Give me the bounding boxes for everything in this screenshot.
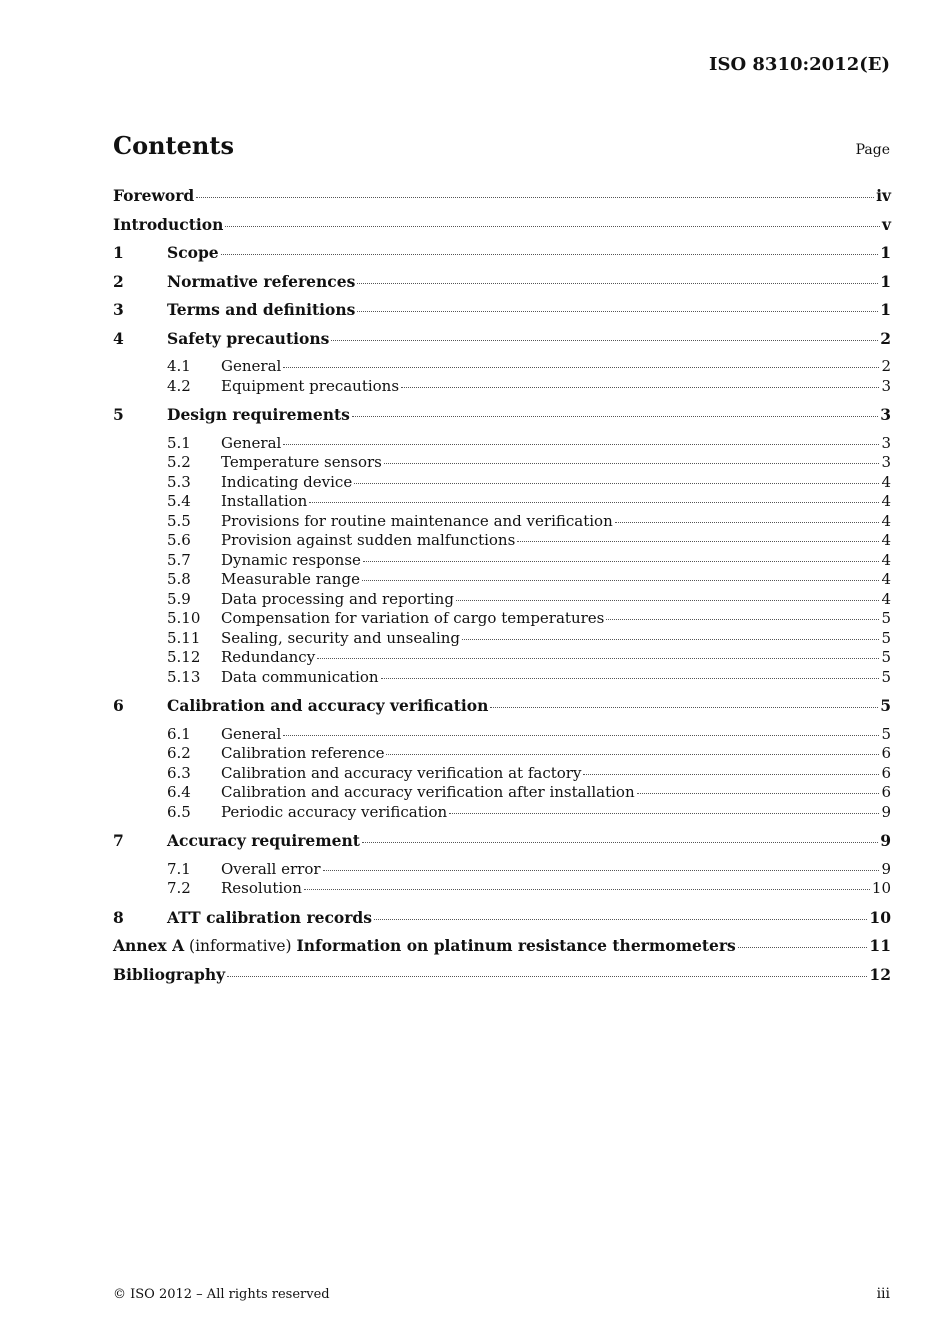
toc-number: 4	[113, 328, 124, 348]
toc-subentry[interactable]	[113, 551, 891, 571]
toc-entry[interactable]	[113, 965, 891, 994]
dot-leader	[615, 522, 880, 523]
toc-title-text: Calibration and accuracy verification after installation	[221, 783, 635, 801]
toc-subentry[interactable]	[113, 590, 891, 610]
dot-leader	[227, 976, 867, 977]
toc-number: 5	[113, 405, 124, 424]
toc-subentry[interactable]	[113, 668, 891, 688]
toc-page-number: 9	[881, 802, 891, 821]
dot-leader	[352, 416, 878, 417]
dot-leader	[490, 707, 878, 708]
toc-title	[221, 725, 281, 743]
toc-title	[167, 405, 350, 424]
toc-number: 6	[113, 696, 124, 715]
toc-title-text: Resolution	[221, 879, 302, 897]
toc-title	[221, 764, 581, 782]
toc-page-number: 1	[880, 243, 891, 262]
table-of-contents	[113, 186, 891, 993]
toc-title-text: Calibration and accuracy verification	[167, 696, 489, 715]
toc-title	[113, 215, 223, 234]
toc-title-text: Accuracy requirement	[167, 831, 360, 850]
toc-entry[interactable]	[113, 908, 891, 937]
toc-subentry[interactable]	[113, 725, 891, 745]
toc-title	[167, 908, 372, 927]
toc-title	[167, 696, 488, 715]
toc-number: 5.5	[167, 511, 191, 530]
toc-number: 7.2	[167, 879, 191, 897]
toc-title	[221, 531, 515, 549]
toc-number: 5.11	[167, 628, 201, 647]
toc-number: 5.13	[167, 667, 201, 686]
toc-title	[221, 609, 604, 627]
toc-subentry[interactable]	[113, 357, 891, 377]
toc-title	[221, 860, 321, 878]
toc-number: 5.3	[167, 472, 191, 491]
toc-page-number: 3	[881, 453, 891, 471]
toc-page-number: 3	[880, 405, 891, 424]
toc-title	[221, 551, 361, 569]
toc-subentry[interactable]	[113, 492, 891, 512]
toc-title-text: General	[221, 724, 282, 743]
toc-title-text: Terms and definitions	[167, 300, 356, 319]
dot-leader	[283, 444, 879, 445]
toc-title	[113, 965, 225, 984]
toc-title-text: Sealing, security and unsealing	[221, 628, 461, 647]
dot-leader	[221, 254, 879, 255]
dot-leader	[323, 870, 880, 871]
dot-leader	[401, 387, 879, 388]
toc-subentry[interactable]	[113, 860, 891, 880]
toc-page-number: 4	[881, 570, 891, 588]
dot-leader	[283, 735, 879, 736]
dot-leader	[381, 678, 880, 679]
dot-leader	[354, 483, 879, 484]
toc-title-text: Annex A	[113, 936, 185, 955]
dot-leader	[386, 754, 879, 755]
toc-title	[221, 783, 635, 801]
toc-title-text: Overall error	[221, 859, 321, 878]
toc-page-number: 5	[880, 696, 891, 715]
document-id: ISO 8310:2012(E)	[709, 54, 890, 75]
toc-subentry[interactable]	[113, 764, 891, 784]
toc-page-number: 5	[881, 628, 891, 647]
toc-title	[167, 243, 219, 262]
toc-entry[interactable]	[113, 243, 891, 272]
toc-entry[interactable]	[113, 696, 891, 725]
toc-title-text: General	[221, 433, 282, 452]
toc-title	[221, 453, 382, 471]
toc-page-number: 1	[880, 300, 891, 319]
toc-number: 7.1	[167, 859, 191, 878]
toc-title-text: ATT calibration records	[167, 907, 372, 927]
dot-leader	[317, 658, 879, 659]
toc-page-number: 6	[881, 763, 891, 782]
toc-number: 6.3	[167, 763, 191, 782]
toc-title-text: Temperature sensors	[221, 453, 382, 471]
toc-title	[221, 512, 613, 530]
toc-title	[221, 629, 460, 647]
toc-title	[221, 473, 352, 491]
toc-page-number: 6	[881, 744, 891, 762]
dot-leader	[583, 774, 879, 775]
toc-title-text: Safety precautions	[167, 328, 330, 348]
dot-leader	[196, 197, 874, 198]
toc-number: 5.7	[167, 550, 191, 569]
dot-leader	[606, 619, 879, 620]
toc-subentry[interactable]	[113, 434, 891, 454]
toc-title	[221, 377, 399, 395]
dot-leader	[309, 502, 879, 503]
toc-title-text: Periodic accuracy verification	[221, 802, 448, 821]
toc-subentry[interactable]	[113, 473, 891, 493]
toc-page-number: 9	[880, 831, 891, 850]
toc-number: 8	[113, 907, 124, 927]
dot-leader	[517, 541, 879, 542]
toc-number: 5.9	[167, 589, 191, 608]
toc-title-text: Design requirements	[167, 405, 350, 424]
dot-leader	[357, 311, 878, 312]
dot-leader	[304, 889, 870, 890]
toc-page-number: 4	[881, 550, 891, 569]
toc-number: 2	[113, 271, 124, 291]
toc-number: 1	[113, 243, 124, 262]
toc-title	[221, 744, 384, 762]
toc-page-number: 4	[881, 511, 891, 530]
toc-number: 5.12	[167, 648, 201, 666]
toc-entry[interactable]	[113, 329, 891, 358]
toc-title	[167, 831, 360, 850]
dot-leader	[283, 367, 879, 368]
toc-title	[113, 186, 194, 205]
toc-page-number: 1	[880, 271, 891, 291]
toc-entry[interactable]	[113, 405, 891, 434]
dot-leader	[362, 842, 878, 843]
dot-leader	[456, 600, 880, 601]
dot-leader	[357, 283, 878, 284]
toc-page-number: 5	[881, 724, 891, 743]
toc-subentry[interactable]	[113, 377, 891, 397]
toc-title-qualifier: (informative)	[184, 937, 297, 955]
toc-page-number: 4	[881, 492, 891, 510]
toc-page-number: 12	[869, 964, 891, 984]
toc-title-text: Normative references	[167, 271, 356, 291]
dot-leader	[738, 947, 868, 948]
toc-title-text: Provisions for routine maintenance and verification	[221, 511, 613, 530]
toc-number: 5.8	[167, 570, 191, 588]
toc-page-number: v	[881, 214, 891, 234]
toc-subentry[interactable]	[113, 512, 891, 532]
dot-leader	[362, 580, 880, 581]
toc-title-text: Scope	[167, 243, 219, 262]
toc-title	[221, 803, 447, 821]
toc-page-number: 3	[881, 433, 891, 452]
toc-title	[221, 590, 454, 608]
toc-title-text: Provision against sudden malfunctions	[221, 531, 516, 549]
toc-entry[interactable]	[113, 300, 891, 329]
toc-title-text: Foreword	[113, 186, 195, 205]
toc-subentry[interactable]	[113, 648, 891, 668]
toc-page-number: 2	[881, 357, 891, 375]
toc-title	[167, 272, 355, 291]
toc-title-text: Installation	[221, 492, 308, 510]
toc-number: 5.2	[167, 453, 191, 471]
dot-leader	[225, 226, 880, 227]
toc-title-text: Calibration and accuracy verification at factory	[221, 763, 582, 782]
toc-number: 6.1	[167, 724, 191, 743]
toc-page-number: iv	[876, 186, 891, 205]
toc-entry[interactable]	[113, 272, 891, 301]
toc-subentry[interactable]	[113, 803, 891, 823]
toc-number: 6.2	[167, 744, 191, 762]
toc-title-text: Equipment precautions	[221, 376, 400, 395]
toc-page-number: 4	[881, 531, 891, 549]
toc-page-number: 2	[880, 328, 891, 348]
toc-number: 7	[113, 831, 124, 850]
toc-entry[interactable]	[113, 831, 891, 860]
toc-title-text: Calibration reference	[221, 744, 385, 762]
dot-leader	[637, 793, 880, 794]
toc-title-rest: Information on platinum resistance thermometers	[296, 936, 736, 955]
toc-page-number: 5	[881, 648, 891, 666]
toc-title-text: Measurable range	[221, 570, 360, 588]
toc-page-number: 11	[869, 936, 891, 955]
dot-leader	[462, 639, 879, 640]
dot-leader	[449, 813, 879, 814]
toc-title	[221, 492, 307, 510]
toc-subentry[interactable]	[113, 783, 891, 803]
toc-page-number: 4	[881, 472, 891, 491]
toc-entry[interactable]	[113, 215, 891, 244]
toc-title	[167, 329, 329, 348]
toc-title-text: Redundancy	[221, 648, 316, 666]
toc-title-text: Bibliography	[113, 964, 226, 984]
toc-page-number: 4	[881, 589, 891, 608]
toc-subentry[interactable]	[113, 629, 891, 649]
page-number: iii	[876, 1286, 890, 1302]
toc-title-text: Data communication	[221, 667, 379, 686]
page-column-label: Page	[855, 142, 890, 158]
toc-title-text: Indicating device	[221, 472, 353, 491]
toc-number: 3	[113, 300, 124, 319]
toc-page-number: 10	[871, 879, 891, 897]
dot-leader	[331, 340, 878, 341]
toc-title-text: General	[221, 357, 282, 375]
toc-subentry[interactable]	[113, 570, 891, 590]
toc-title-text: Introduction	[113, 214, 224, 234]
toc-title	[221, 357, 281, 375]
dot-leader	[384, 463, 880, 464]
toc-number: 4.1	[167, 357, 191, 375]
toc-title-text: Data processing and reporting	[221, 589, 454, 608]
toc-title	[221, 668, 379, 686]
toc-page-number: 5	[881, 667, 891, 686]
toc-number: 5.10	[167, 609, 201, 627]
toc-subentry[interactable]	[113, 609, 891, 629]
toc-title	[221, 648, 315, 666]
copyright-notice: © ISO 2012 – All rights reserved	[113, 1287, 330, 1302]
toc-subentry[interactable]	[113, 879, 891, 899]
toc-title	[221, 570, 360, 588]
toc-page-number: 6	[881, 783, 891, 801]
toc-number: 6.4	[167, 783, 191, 801]
toc-number: 4.2	[167, 376, 191, 395]
toc-number: 6.5	[167, 802, 191, 821]
toc-subentry[interactable]	[113, 531, 891, 551]
toc-title-text: Compensation for variation of cargo temperatures	[221, 609, 605, 627]
toc-page-number: 3	[881, 376, 891, 395]
dot-leader	[374, 919, 867, 920]
toc-page-number: 5	[881, 609, 891, 627]
toc-title	[113, 936, 736, 955]
toc-number: 5.4	[167, 492, 191, 510]
toc-entry[interactable]	[113, 186, 891, 215]
dot-leader	[363, 561, 880, 562]
toc-title-text: Dynamic response	[221, 550, 361, 569]
toc-title	[167, 300, 355, 319]
toc-subentry[interactable]	[113, 744, 891, 764]
toc-subentry[interactable]	[113, 453, 891, 473]
toc-number: 5.1	[167, 433, 191, 452]
page-title: Contents	[113, 131, 234, 160]
toc-number: 5.6	[167, 531, 191, 549]
toc-page-number: 10	[869, 907, 891, 927]
toc-title	[221, 879, 302, 897]
toc-title	[221, 434, 281, 452]
toc-entry[interactable]	[113, 936, 891, 965]
toc-page-number: 9	[881, 859, 891, 878]
